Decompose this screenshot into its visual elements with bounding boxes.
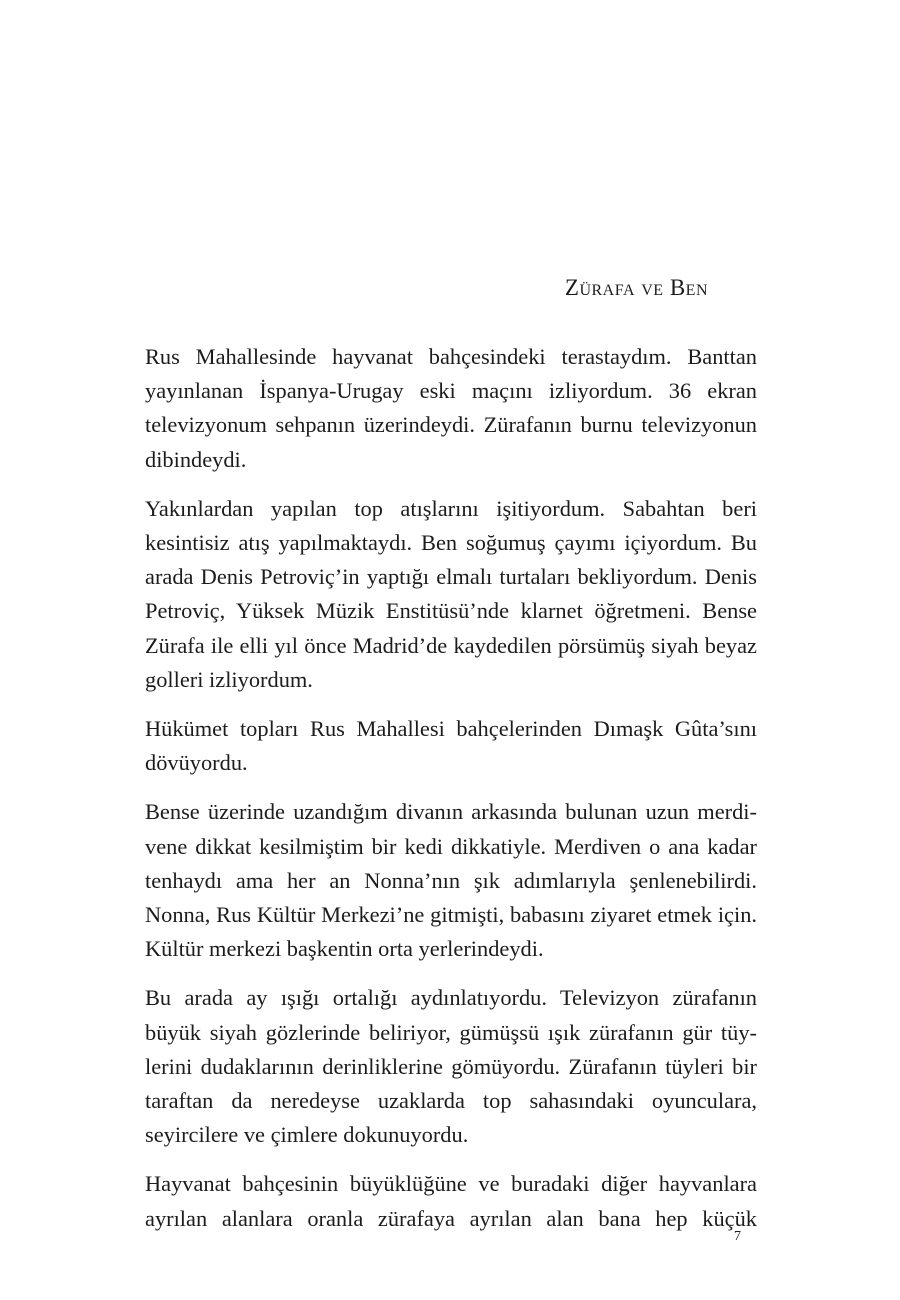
paragraph: Hayvanat bahçesinin büyüklüğüne ve buradaki diğer hayvanlara ayrılan alanlara oranla zürafaya ayrılan alan bana hep küçük	[145, 1171, 757, 1231]
paragraph: Bu arada ay ışığı ortalığı aydınlatıyordu. Televizyon zürafanın büyük siyah gözlerinde beliriyor, gümüşsü ışık zürafanın gür tüylerini dudaklarının derinliklerine gömüyordu. Zürafanın tüyleri bir taraftan da neredeyse uzaklarda top sahasındaki oyunculara, seyircilere ve çimlere dokunuyordu.	[145, 985, 757, 1148]
page-number: 7	[734, 1229, 741, 1244]
paragraph: Yakınlardan yapılan top atışlarını işitiyordum. Sabahtan beri kesintisiz atış yapılmaktaydı. Ben soğumuş çayımı içiyordum. Bu arada Denis Petroviç’in yaptığı elmalı turtaları bekliyordum. Denis Petroviç, Yüksek Müzik Enstitüsü’nde klarnet öğretmeni. Bense Zürafa ile elli yıl önce Madrid’de kaydedilen pörsümüş siyah beyaz golleri izliyordum.	[145, 495, 757, 692]
paragraph: Hükümet topları Rus Mahallesi bahçelerinden Dımaşk Gûta’sını dövüyordu.	[145, 716, 757, 776]
body-text	[145, 340, 757, 1251]
chapter-title: Zürafa ve Ben	[564, 275, 708, 300]
paragraph: Bense üzerinde uzandığım divanın arkasında bulunan uzun merdivene dikkat kesilmiştim bir kedi dikkatiyle. Merdiven o ana kadar tenhaydı ama her an Nonna’nın şık adımlarıyla şenlenebilirdi. Nonna, Rus Kültür Merkezi’ne gitmişti, babasını ziyaret etmek için. Kültür merkezi başkentin orta yerlerindeydi.	[145, 799, 757, 962]
paragraph: Rus Mahallesinde hayvanat bahçesindeki terastaydım. Banttan yayınlanan İspanya-Urugay eski maçını izliyordum. 36 ekran televizyonum sehpanın üzerindeydi. Zürafanın burnu televizyonun dibindeydi.	[145, 344, 757, 472]
